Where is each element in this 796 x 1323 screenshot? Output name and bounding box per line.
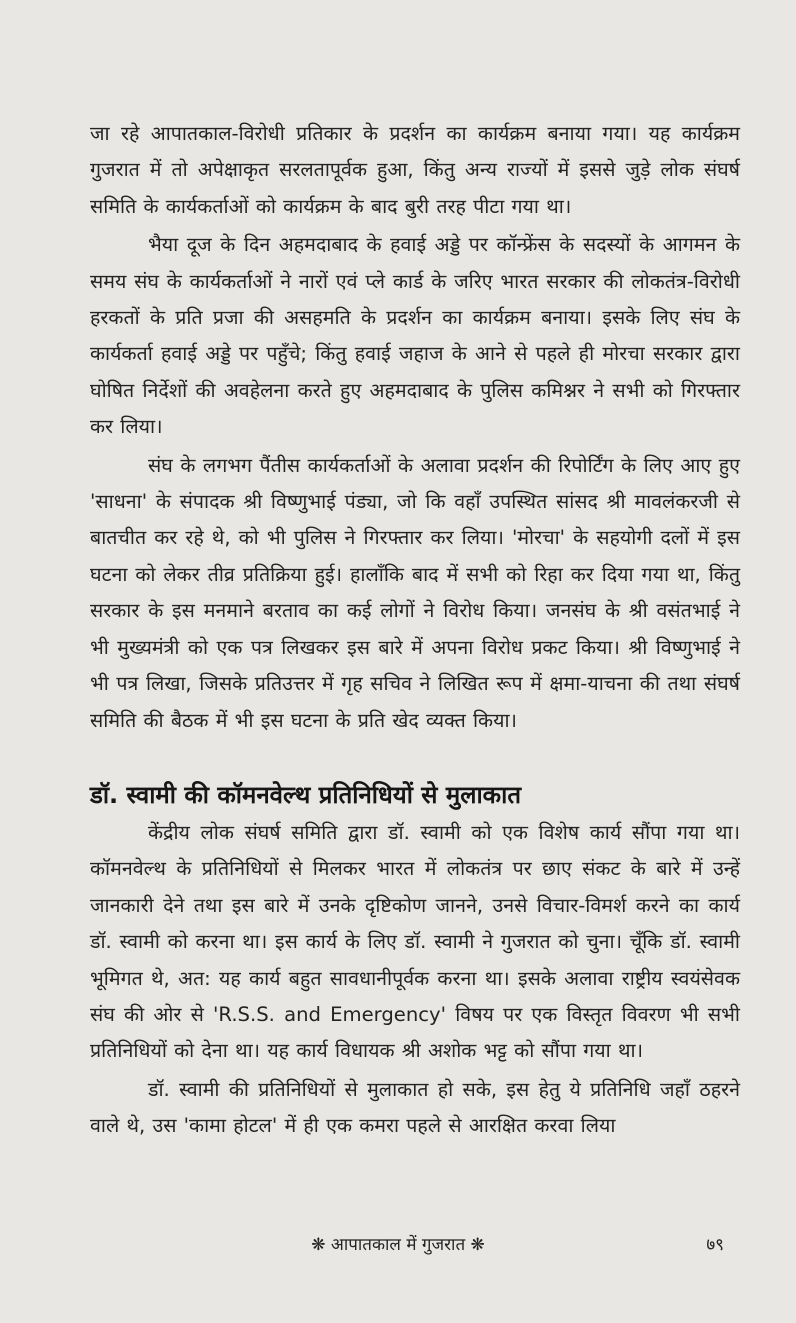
running-footer-title: ❋ आपातकाल में गुजरात ❋ (311, 1235, 485, 1255)
section-heading: डॉ. स्वामी की कॉमनवेल्थ प्रतिनिधियों से मुलाकात (90, 780, 522, 809)
page-number: ७९ (706, 1235, 724, 1255)
paragraph: संघ के लगभग पैंतीस कार्यकर्ताओं के अलावा प्रदर्शन की रिपोर्टिंग के लिए आए हुए 'साधना' के संपादक श्री विष्णुभाई पंड्या, जो कि वहाँ उपस्थित सांसद श्री मावलंकरजी से बातचीत कर रहे थे, को भी पुलिस ने गिरफ्तार कर लिया। 'मोरचा' के सहयोगी दलों में इस घटना को लेकर तीव्र प्रतिक्रिया हुई। हालाँकि बाद में सभी को रिहा कर दिया गया था, किंतु सरकार के इस मनमाने बरताव का कई लोगों ने विरोध किया। जनसंघ के श्री वसंतभाई ने भी मुख्यमंत्री को एक पत्र लिखकर इस बारे में अपना विरोध प्रकट किया। श्री विष्णुभाई ने भी पत्र लिखा, जिसके प्रतिउत्तर में गृह सचिव ने लिखित रूप में क्षमा-याचना की तथा संघर्ष समिति की बैठक में भी इस घटना के प्रति खेद व्यक्त किया। (90, 453, 740, 732)
paragraph: केंद्रीय लोक संघर्ष समिति द्वारा डॉ. स्वामी को एक विशेष कार्य सौंपा गया था। कॉमनवेल्थ के प्रतिनिधियों से मिलकर भारत में लोकतंत्र पर छाए संकट के बारे में उन्हें जानकारी देने तथा इस बारे में उनके दृष्टिकोण जानने, उनसे विचार-विमर्श करने का कार्य डॉ. स्वामी को करना था। इस कार्य के लिए डॉ. स्वामी ने गुजरात को चुना। चूँकि डॉ. स्वामी भूमिगत थे, अत: यह कार्य बहुत सावधानीपूर्वक करना था। इसके अलावा राष्ट्रीय स्वयंसेवक संघ की ओर से 'R.S.S. and Emergency' विषय पर एक विस्तृत विवरण भी सभी प्रतिनिधियों को देना था। यह कार्य विधायक श्री अशोक भट्ट को सौंपा गया था। (90, 820, 740, 1063)
paragraph: डॉ. स्वामी की प्रतिनिधियों से मुलाकात हो सके, इस हेतु ये प्रतिनिधि जहाँ ठहरने वाले थे, उस 'कामा होटल' में ही एक कमरा पहले से आरक्षित करवा लिया (90, 1077, 740, 1138)
page-footer (0, 1232, 796, 1262)
paragraph: जा रहे आपातकाल-विरोधी प्रतिकार के प्रदर्शन का कार्यक्रम बनाया गया। यह कार्यक्रम गुजरात में तो अपेक्षाकृत सरलतापूर्वक हुआ, किंतु अन्य राज्यों में इससे जुड़े लोक संघर्ष समिति के कार्यकर्ताओं को कार्यक्रम के बाद बुरी तरह पीटा गया था। (90, 122, 740, 218)
paragraph: भैया दूज के दिन अहमदाबाद के हवाई अड्डे पर कॉन्फ्रेंस के सदस्यों के आगमन के समय संघ के कार्यकर्ताओं ने नारों एवं प्ले कार्ड के जरिए भारत सरकार की लोकतंत्र-विरोधी हरकतों के प्रति प्रजा की असहमति के प्रदर्शन का कार्यक्रम बनाया। इसके लिए संघ के कार्यकर्ता हवाई अड्डे पर पहुँचे; किंतु हवाई जहाज के आने से पहले ही मोरचा सरकार द्वारा घोषित निर्देशों की अवहेलना करते हुए अहमदाबाद के पुलिस कमिश्नर ने सभी को गिरफ्तार कर लिया। (90, 233, 740, 439)
